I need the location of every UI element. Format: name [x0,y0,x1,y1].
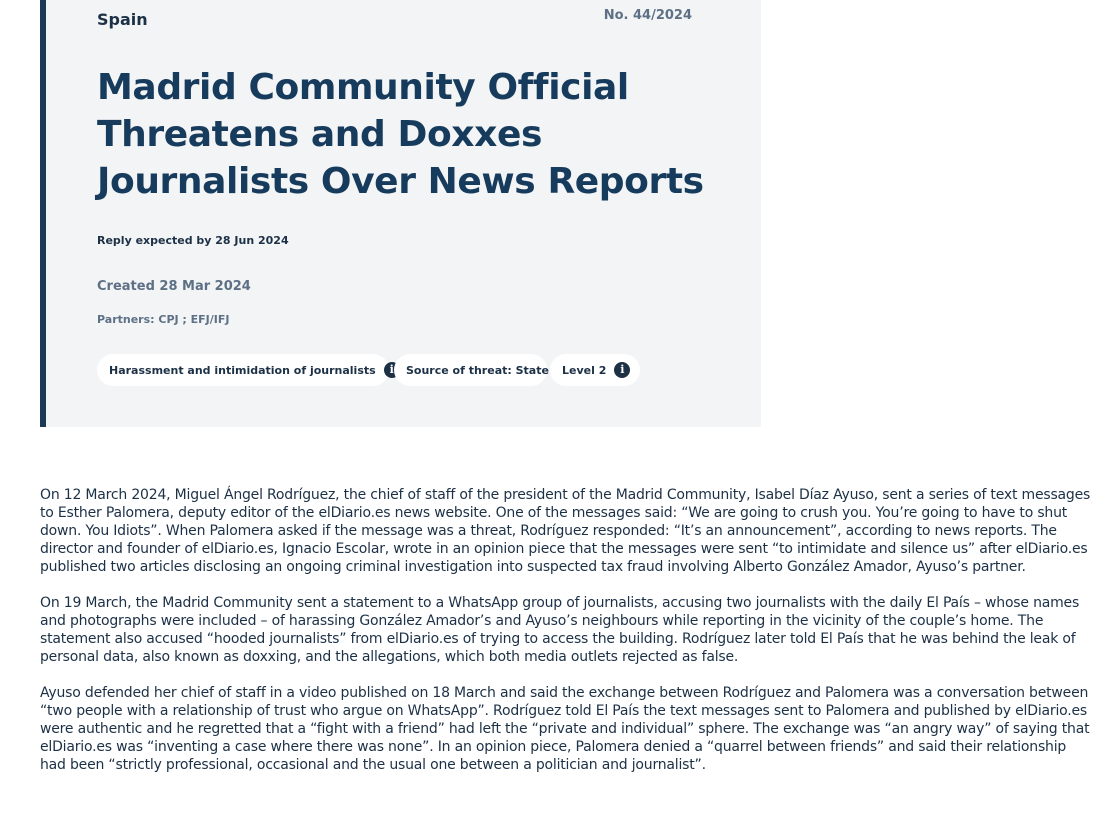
alert-card [40,0,761,427]
tag-level[interactable] [550,354,640,386]
tag-label: Source of threat: State [406,363,549,377]
alert-title: Madrid Community Official Threatens and Doxxes Journalists Over News Reports [97,67,704,202]
reply-expected: Reply expected by 28 Jun 2024 [97,234,289,247]
paragraph: Ayuso defended her chief of staff in a video published on 18 March and said the exchange between Rodríguez and Palomera was a conversation between “two people with a relationship of trust who argue on WhatsApp”. Rodríguez told El País the text messages sent to Palomera and published by elDiario.es were authentic and he regretted that a “fight with a friend” had left the “private and individual” sphere. The exchange was “an angry way” of saying that elDiario.es was “inventing a case where there was none”. In an opinion piece, Palomera denied a “quarrel between friends” and said their relationship had been “strictly professional, occasional and the usual one between a politician and journalist”. [40,685,1090,773]
alert-number: No. 44/2024 [603,8,692,23]
info-icon[interactable]: i [614,362,630,378]
created-date: Created 28 Mar 2024 [97,279,251,294]
country-label: Spain [97,10,148,29]
tag-label: Level 2 [562,363,607,377]
tag-label: Harassment and intimidation of journalists [109,363,376,377]
partners-label: Partners: CPJ ; EFJ/IFJ [97,313,230,326]
paragraph: On 19 March, the Madrid Community sent a statement to a WhatsApp group of journalists, accusing two journalists with the daily El País – whose names and photographs were included – of harassing González Amador’s and Ayuso’s neighbours while reporting in the vicinity of the couple’s home. The statement also accused “hooded journalists” from elDiario.es of trying to access the building. Rodríguez later told El País that he was behind the leak of personal data, also known as doxxing, and the allegations, which both media outlets rejected as false. [40,595,1080,665]
info-icon[interactable]: i [384,362,400,378]
paragraph: On 12 March 2024, Miguel Ángel Rodríguez, the chief of staff of the president of the Madrid Community, Isabel Díaz Ayuso, sent a series of text messages to Esther Palomera, deputy editor of the elDiario.es news website. One of the messages said: “We are going to crush you. You’re going to have to shut down. You Idiots”. When Palomera asked if the message was a threat, Rodríguez responded: “It’s an announcement”, according to news reports. The director and founder of elDiario.es, Ignacio Escolar, wrote in an opinion piece that the messages were sent “to intimidate and silence us” after elDiario.es published two articles disclosing an ongoing criminal investigation into suspected tax fraud involving Alberto González Amador, Ayuso’s partner. [40,487,1091,575]
article-body [40,486,1096,792]
tag-harassment[interactable] [97,354,394,386]
tag-source-of-threat[interactable] [394,354,547,386]
